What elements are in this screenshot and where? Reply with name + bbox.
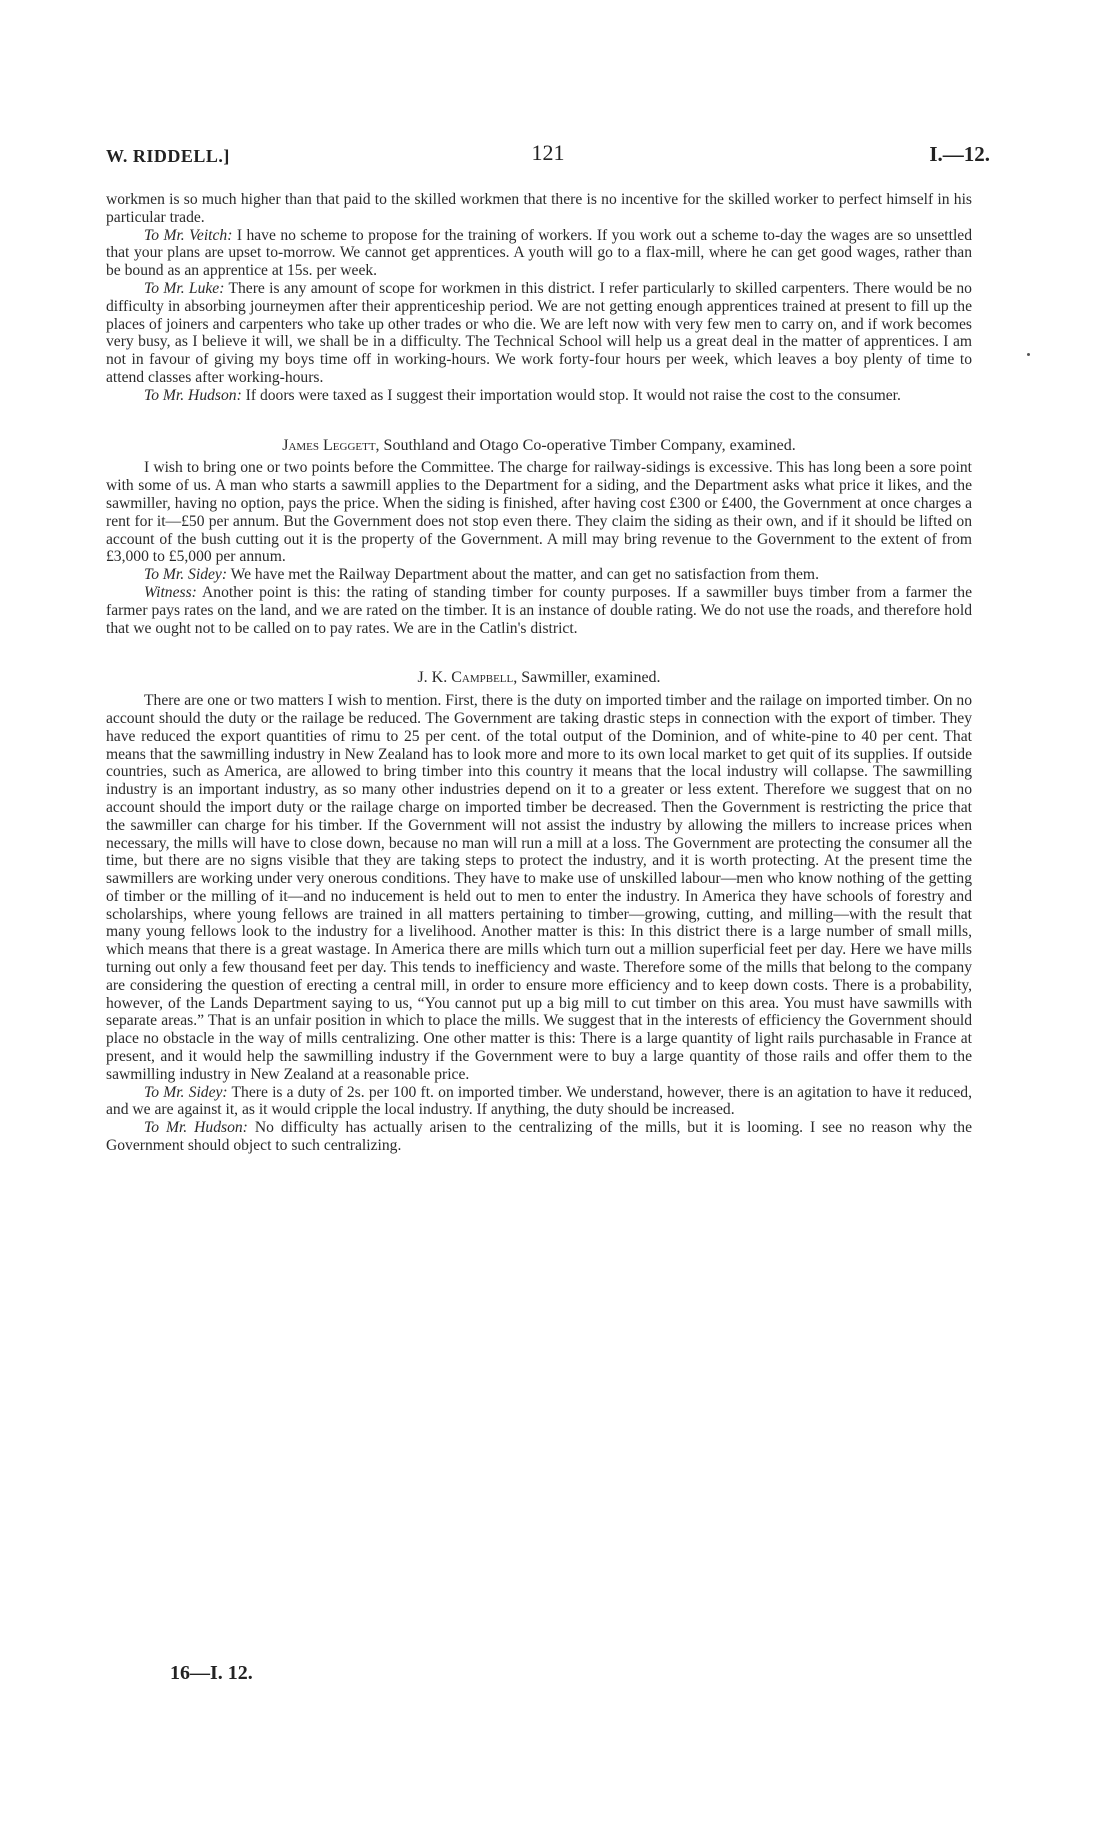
campbell-paragraph-1: There are one or two matters I wish to mention. First, there is the duty on imported timber and the railage on imported timber. On no account should the duty or the railage be reduced. The Government are taking drastic steps in connection with the export of timber. They have reduced the export quantities of rimu to 25 per cent. of the total output of the Dominion, and of white-pine to 40 per cent. That means that the sawmilling industry in New Zealand has to look more and more to its own local market to get quit of its supplies. If outside countries, such as America, are allowed to bring timber into this country it means that the local industry will collapse. The sawmilling industry is an important industry, as so many other industries depend on it to a greater or less extent. Therefore we suggest that on no account should the import duty or the railage charge on imported timber be decreased. Then the Government is restricting the price that the sawmiller can charge for his timber. If the Government will not assist the industry by allowing the millers to increase prices when necessary, the mills will have to close down, because no man will run a mill at a loss. The Government are protecting the consumer all the time, but there are no signs visible that they are taking steps to protect the industry, and it is worth protecting. At the present time the sawmillers are working under very onerous conditions. They have to make use of unskilled labour—men who know nothing of the getting of timber or the milling of it—and no inducement is held out to men to enter the industry. In America they have schools of forestry and scholarships, where young fellows are trained in all matters pertaining to timber—growing, cutting, and milling—with the result that many young fellows look to the industry for a livelihood. Another matter is this: In this district there is a large number of small mills, which means that there is a great wastage. In America there are mills which turn out a million superficial feet per day. Here we have mills turning out only a few thousand feet per day. This tends to inefficiency and waste. Therefore some of the mills that belong to the company are considering the question of erecting a central mill, in order to ensure more efficiency and to keep down costs. There is a probability, however, of the Lands Department saying to us, “You cannot put up a big mill to cut timber on this area. You must have sawmills with separate areas.” That is an unfair position in which to place the mills. We suggest that in the interests of efficiency the Government should place no obstacle in the way of mills centralizing. One other matter is this: There is a large quantity of light rails purchasable in France at present, and it would help the sawmilling industry if the Government were to buy a large quantity of those rails and offer them to the sawmilling industry in New Zealand at a reasonable price. — [106, 692, 972, 1083]
document-body — [106, 191, 972, 1155]
questioner-veitch: To Mr. Veitch: — [144, 226, 233, 244]
riddell-answer-luke: There is any amount of scope for workmen in this district. I refer particularly to skilled carpenters. There would be no difficulty in absorbing journeymen after their apprenticeship period. We are not getting enough apprentices trained at present to fill up the places of joiners and carpenters who take up other trades or who die. We are left now with very few men to carry on, and if work becomes very busy, as I believe it will, we shall be in a difficulty. The Technical School will help us a great deal in the matter of apprentices. I am not in favour of giving my boys time off in working-hours. We work forty-four hours per week, which leaves a boy plenty of time to attend classes after working-hours. — [106, 279, 972, 386]
campbell-answer-sidey: There is a duty of 2s. per 100 ft. on imported timber. We understand, however, there is an agitation to have it reduced, and we are against it, as it would cripple the local industry. If anything, the duty should be increased. — [106, 1083, 972, 1119]
riddell-paragraph-3 — [106, 280, 972, 387]
campbell-heading-rest: , Sawmiller, examined. — [513, 669, 661, 687]
campbell-name: J. K. Campbell — [417, 669, 514, 687]
witness-label: Witness: — [144, 583, 197, 601]
questioner-luke: To Mr. Luke: — [144, 279, 225, 297]
page-header — [106, 140, 990, 170]
questioner-hudson: To Mr. Hudson: — [144, 386, 242, 404]
riddell-paragraph-2 — [106, 227, 972, 280]
questioner-sidey: To Mr. Sidey: — [144, 566, 228, 584]
leggett-paragraph-1: I wish to bring one or two points before the Committee. The charge for railway-sidings is excessive. This has long been a sore point with some of us. A man who starts a sawmill applies to the Department for a siding, and the Department asks what price it likes, and the sawmiller, having no option, pays the price. When the siding is finished, after having cost £300 or £400, the Government at once charges a rent for it—£50 per annum. But the Government does not stop even there. They claim the siding as their own, and if it should be lifted on account of the bush cutting out it is the property of the Government. A mill may bring revenue to the Government to the extent of from £3,000 to £5,000 per annum. — [106, 459, 972, 566]
riddell-paragraph-4 — [106, 387, 972, 405]
riddell-answer-hudson: If doors were taxed as I suggest their importation would stop. It would not raise the cost to the consumer. — [241, 386, 901, 404]
campbell-paragraph-3 — [106, 1119, 972, 1155]
leggett-paragraph-2 — [106, 566, 972, 584]
leggett-name: James Leggett — [282, 436, 376, 454]
leggett-heading-rest: , Southland and Otago Co-operative Timber Company, examined. — [375, 436, 796, 454]
signature-mark: 16—I. 12. — [170, 1662, 253, 1684]
riddell-answer-veitch: I have no scheme to propose for the training of workers. If you work out a scheme to-day the wages are so unsettled that your plans are upset to-morrow. We cannot get apprentices. A youth will go to a flax-mill, where he can get good wages, rather than be bound as an apprentice at 15s. per week. — [106, 226, 972, 280]
campbell-answer-hudson: No difficulty has actually arisen to the centralizing of the mills, but it is looming. I see no reason why the Government should object to such centralizing. — [106, 1119, 972, 1155]
margin-speck — [1027, 353, 1030, 356]
leggett-paragraph-3 — [106, 584, 972, 637]
leggett-heading — [106, 437, 972, 455]
page-number: 121 — [531, 140, 565, 165]
campbell-paragraph-2 — [106, 1084, 972, 1120]
leggett-answer-sidey: We have met the Railway Department about the matter, and can get no satisfaction from them. — [227, 566, 819, 584]
campbell-heading — [106, 669, 972, 687]
questioner-hudson: To Mr. Hudson: — [144, 1119, 248, 1137]
leggett-witness-statement: Another point is this: the rating of standing timber for county purposes. If a sawmiller buys timber from a farmer the farmer pays rates on the land, and we are rated on the timber. It is an instance of double rating. We do not use the roads, and therefore hold that we ought not to be called on to pay rates. We are in the Catlin's district. — [106, 583, 972, 637]
questioner-sidey: To Mr. Sidey: — [144, 1083, 228, 1101]
document-reference: I.—12. — [929, 142, 990, 166]
header-witness-name: W. RIDDELL.] — [106, 146, 230, 166]
riddell-paragraph-1: workmen is so much higher than that paid to the skilled workmen that there is no incentive for the skilled worker to perfect himself in his particular trade. — [106, 191, 972, 226]
